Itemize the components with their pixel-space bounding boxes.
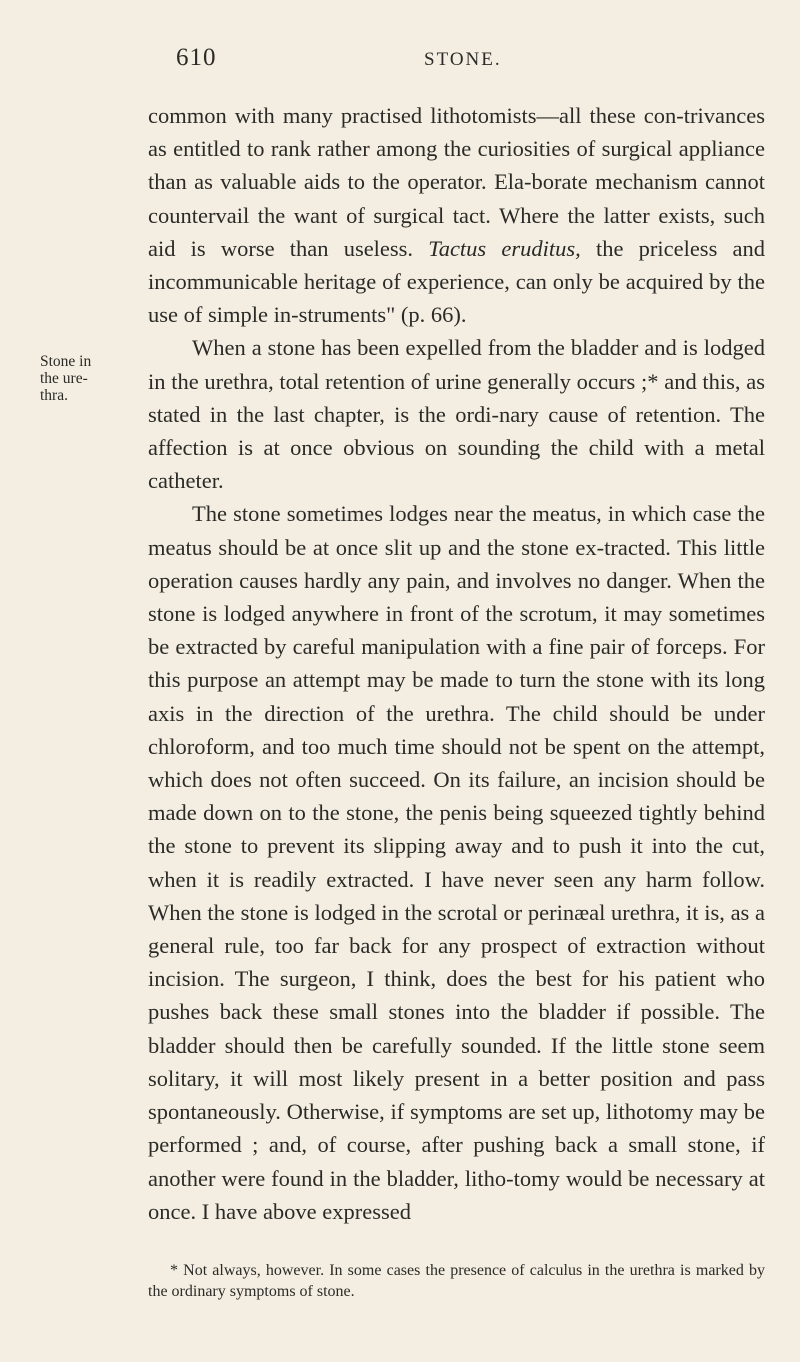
margin-note: Stone in the ure-thra.	[40, 353, 92, 404]
running-title: STONE.	[424, 49, 502, 70]
page-number: 610	[176, 44, 217, 71]
paragraph-continued	[148, 99, 765, 331]
latin-phrase: Tactus eruditus,	[428, 235, 581, 261]
paragraph: When a stone has been expelled from the bladder and is lodged in the urethra, total retention of urine generally occurs ;* and this, as stated in the last chapter, is the ordi-nary cause of retention. The affection is at once obvious on sounding the child with a metal catheter.	[148, 335, 765, 494]
footnote-text: * Not always, however. In some cases the presence of calculus in the urethra is marked by the ordinary symptoms of stone.	[148, 1262, 765, 1300]
body-text	[148, 99, 765, 1228]
paragraph: The stone sometimes lodges near the meatus, in which case the meatus should be at once slit up and the stone ex-tracted. This little operation causes hardly any pain, and involves no danger. When the stone is lodged anywhere in front of the scrotum, it may sometimes be extracted by careful manipulation with a fine pair of forceps. For this purpose an attempt may be made to turn the stone with its long axis in the direction of the urethra. The child should be under chloroform, and too much time should not be spent on the attempt, which does not often succeed. On its failure, an incision should be made down on to the stone, the penis being squeezed tightly behind the stone to prevent its slipping away and to push it into the cut, when it is readily extracted. I have never seen any harm follow. When the stone is lodged in the scrotal or perinæal urethra, it is, as a general rule, too far back for any prospect of extraction without incision. The surgeon, I think, does the best for his patient who pushes back these small stones into the bladder if possible. The bladder should then be carefully sounded. If the little stone seem solitary, it will most likely present in a better position and pass spontaneously. Otherwise, if symptoms are set up, lithotomy may be performed ; and, of course, after pushing back a small stone, if another were found in the bladder, litho-tomy would be necessary at once. I have above expressed	[148, 501, 765, 1224]
paragraph-text: common with many practised lithotomists—all these con-trivances as entitled to rank rather among the curiosities of surgical appliance than as valuable aids to the operator. Ela-borate mechanism cannot countervail the want of surgical tact. Where the latter exists, such aid is worse than useless.	[148, 103, 765, 261]
running-head	[176, 44, 760, 78]
footnote	[148, 1260, 765, 1302]
paragraph-text: the priceless and incommunicable heritage of experience, can only be acquired by the use of simple in-struments" (p. 66).	[148, 235, 765, 328]
